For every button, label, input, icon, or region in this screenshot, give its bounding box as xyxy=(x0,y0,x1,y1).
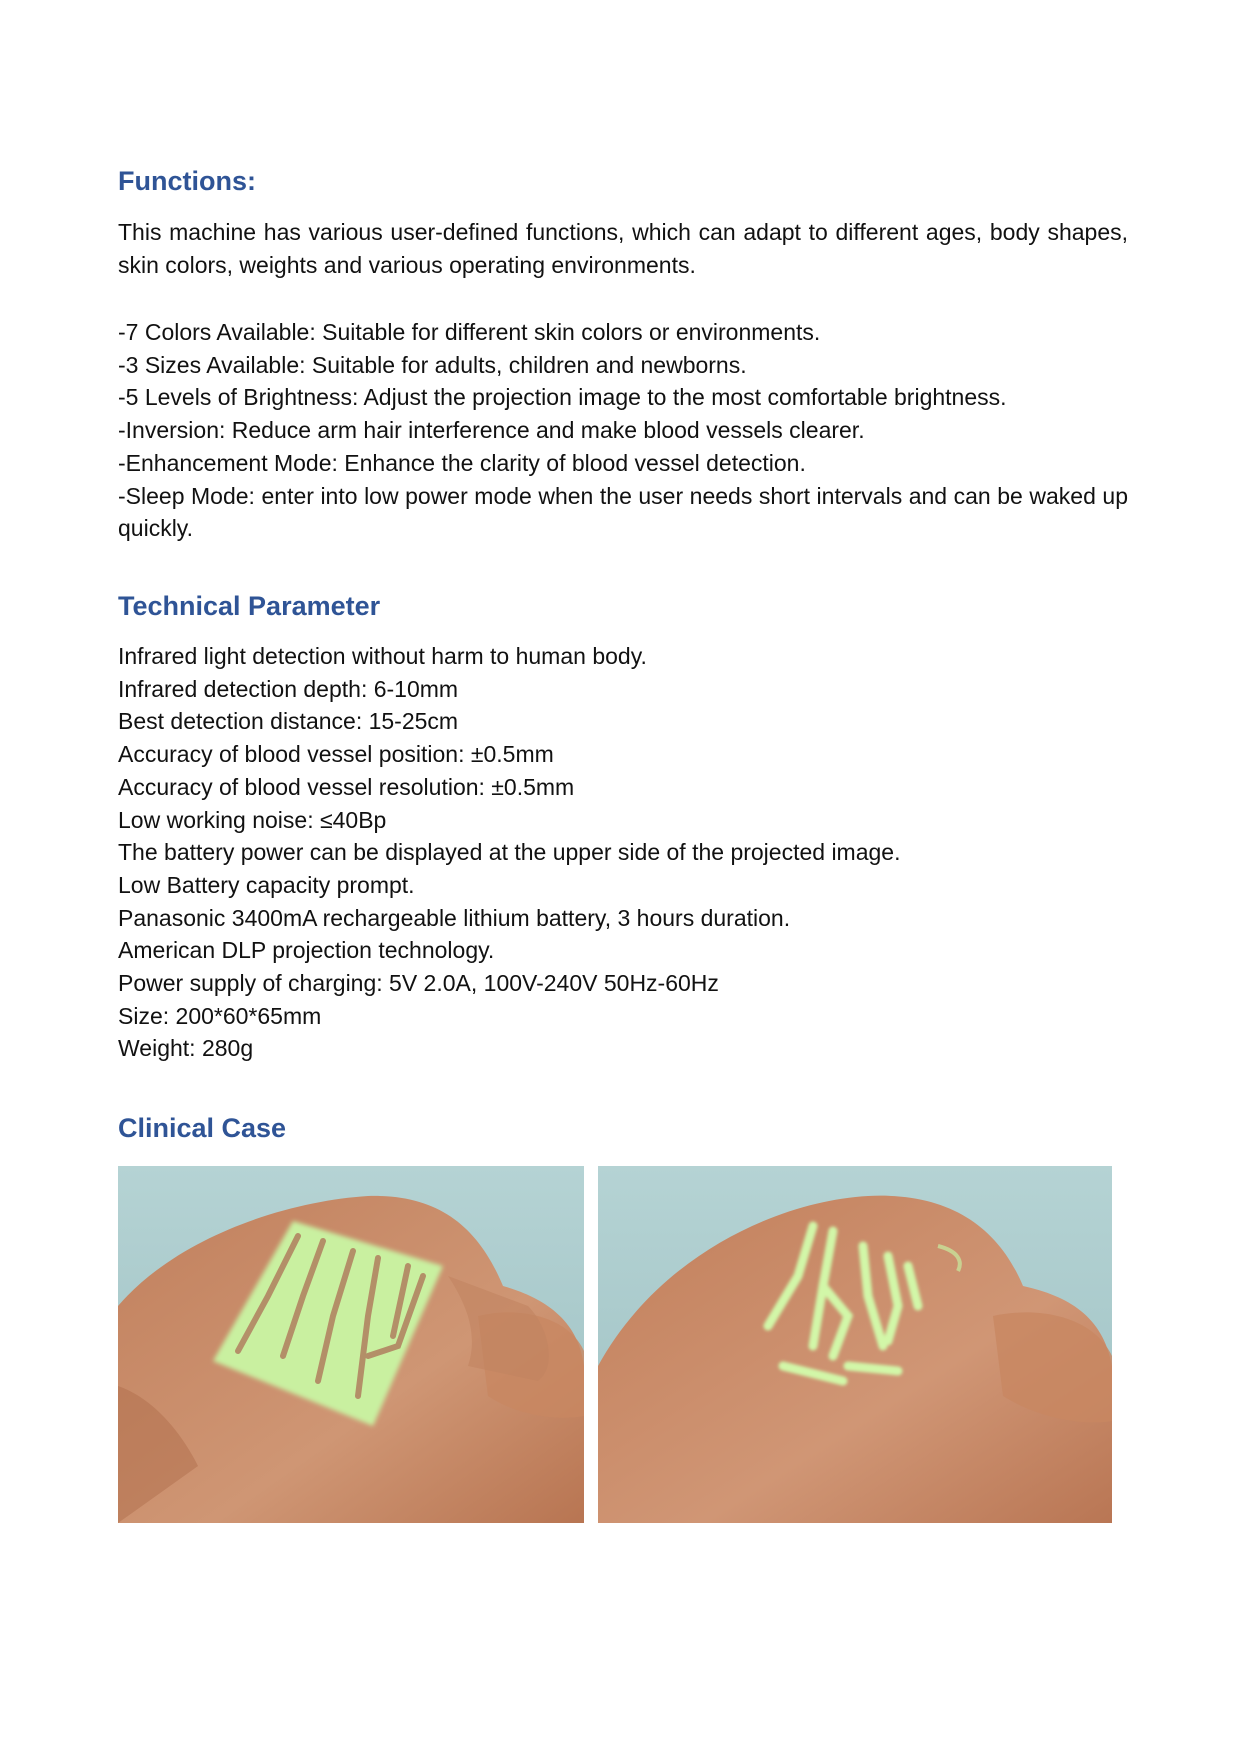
list-item: -Sleep Mode: enter into low power mode when the user needs short intervals and can be waked up quickly. xyxy=(118,482,1128,542)
list-item: Infrared detection depth: 6-10mm xyxy=(118,675,459,702)
functions-intro: This machine has various user-defined functions, which can adapt to different ages, body shapes, skin colors, weights and various operating environments. xyxy=(118,219,1128,278)
functions-heading: Functions: xyxy=(118,166,256,196)
technical-list xyxy=(118,640,1128,1065)
clinical-heading: Clinical Case xyxy=(118,1113,287,1143)
clinical-photo-2 xyxy=(598,1166,1112,1523)
list-item: Power supply of charging: 5V 2.0A, 100V-240V 50Hz-60Hz xyxy=(118,970,719,997)
list-item: -Inversion: Reduce arm hair interference and make blood vessels clearer. xyxy=(118,417,865,444)
list-item: -7 Colors Available: Suitable for different skin colors or environments. xyxy=(118,319,821,345)
list-item: Best detection distance: 15-25cm xyxy=(118,708,459,735)
list-item: -3 Sizes Available: Suitable for adults, children and newborns. xyxy=(118,351,747,378)
list-item: Infrared light detection without harm to human body. xyxy=(118,643,647,669)
list-item: Size: 200*60*65mm xyxy=(118,1002,322,1029)
list-item: Weight: 280g xyxy=(118,1035,254,1062)
list-item: Low working noise: ≤40Bp xyxy=(118,806,387,833)
list-item: Accuracy of blood vessel position: ±0.5mm xyxy=(118,741,554,768)
clinical-photo-1 xyxy=(118,1166,584,1523)
technical-heading: Technical Parameter xyxy=(118,591,381,621)
list-item: -Enhancement Mode: Enhance the clarity of blood vessel detection. xyxy=(118,449,806,476)
list-item: -5 Levels of Brightness: Adjust the projection image to the most comfortable brightness. xyxy=(118,384,1007,411)
list-item: The battery power can be displayed at the upper side of the projected image. xyxy=(118,839,901,866)
functions-list xyxy=(118,316,1128,545)
list-item: Low Battery capacity prompt. xyxy=(118,871,415,898)
list-item: Accuracy of blood vessel resolution: ±0.5mm xyxy=(118,773,575,800)
list-item: American DLP projection technology. xyxy=(118,937,495,964)
list-item: Panasonic 3400mA rechargeable lithium battery, 3 hours duration. xyxy=(118,904,791,931)
